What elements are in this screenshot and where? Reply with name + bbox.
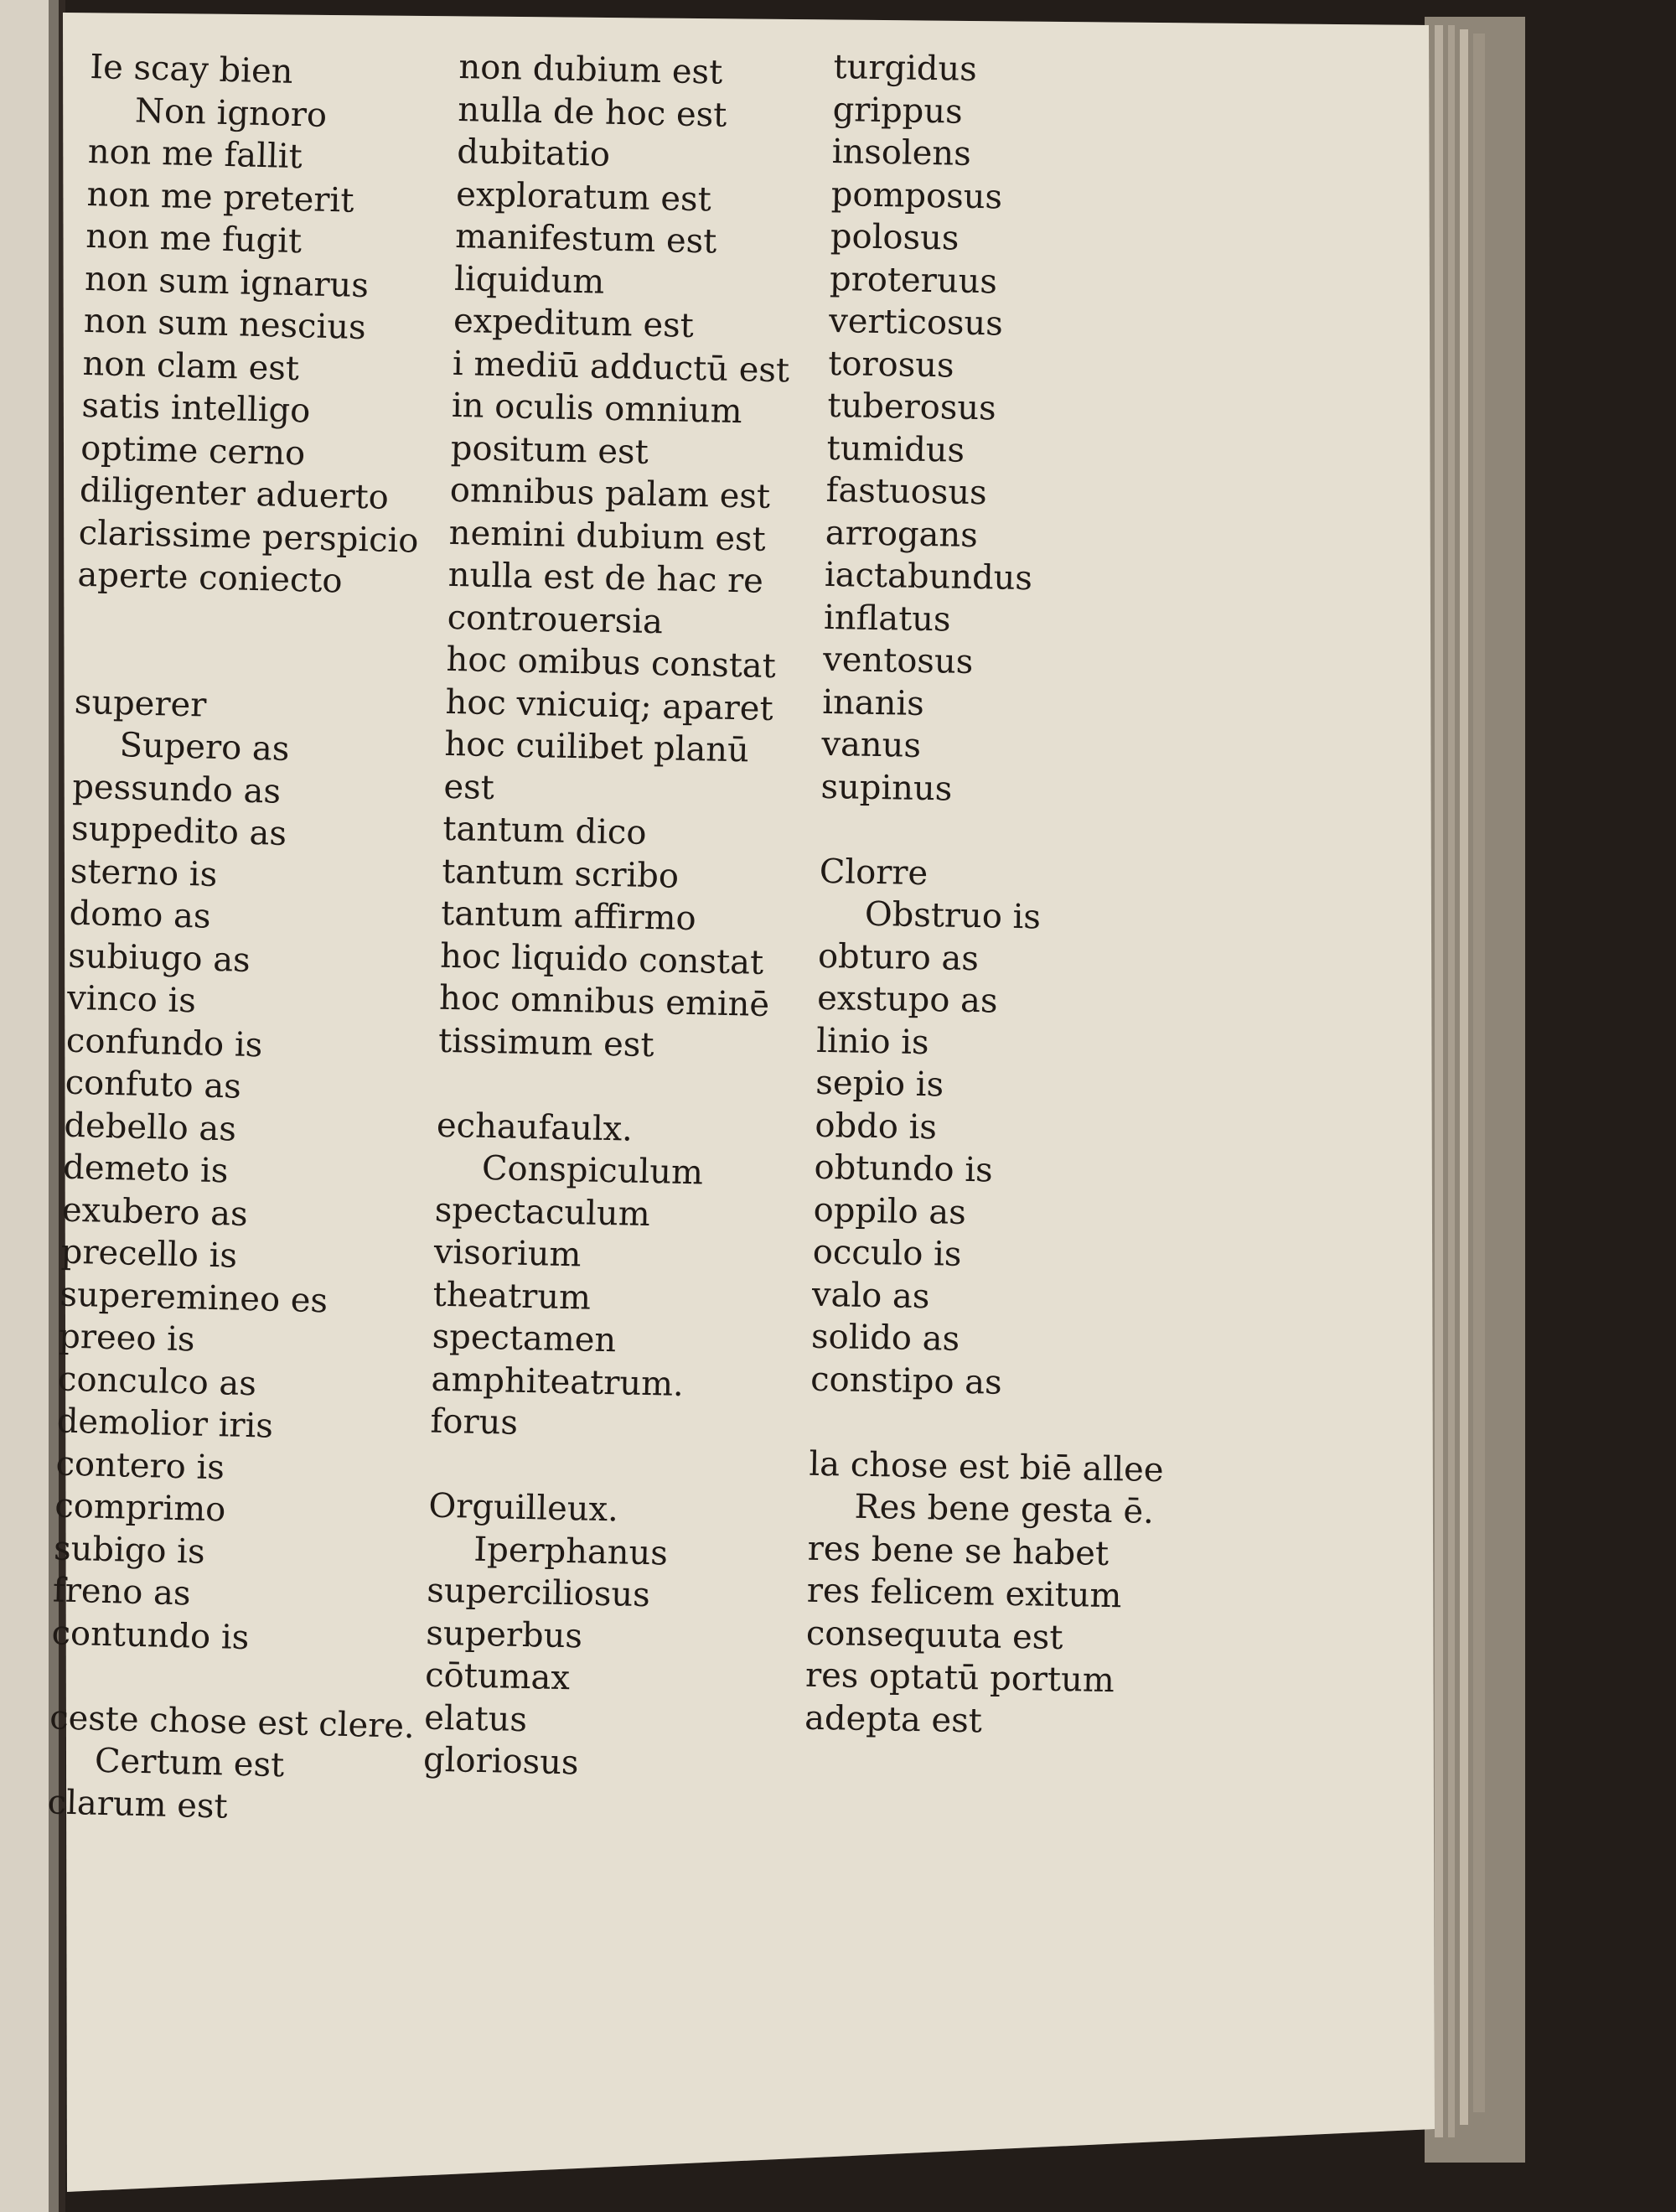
column-line: exploratum est [455, 174, 712, 219]
column-line: debello as [63, 1106, 237, 1149]
column-line [437, 1062, 775, 1111]
column-line: fastuosus [825, 470, 988, 513]
column-line: non sum ignarus [84, 259, 370, 305]
column-line: positum est [450, 428, 649, 472]
column-line: adepta est [804, 1698, 983, 1740]
column-line: tissimum est [437, 1021, 654, 1065]
column-line: verticosus [828, 301, 1004, 344]
column-line: hoc cuilibet planū [444, 724, 750, 770]
column-line: amphiteatrum. [431, 1360, 685, 1404]
column-line: sterno is [70, 852, 218, 894]
text-column-3 [804, 46, 1188, 1745]
column-line: demeto is [62, 1147, 229, 1191]
book-spine-edge [1425, 17, 1525, 2163]
column-line: ventosus [822, 640, 974, 682]
column-line: res felicem exitum [806, 1571, 1122, 1616]
column-line: tantum affirmo [440, 894, 697, 939]
column-line: nulla de hoc est [457, 90, 727, 135]
column-line: solido as [810, 1317, 960, 1359]
column-line: est [443, 767, 495, 807]
column-line: hoc omibus constat [446, 640, 777, 686]
column-line: res bene se habet [807, 1529, 1110, 1573]
column-line: proteruus [829, 259, 998, 301]
column-line: inanis [821, 682, 925, 723]
column-line: conculco as [57, 1360, 257, 1403]
column-line: non me preterit [86, 174, 354, 220]
column-line: superbus [425, 1614, 583, 1655]
column-line: tantum dico [442, 809, 647, 852]
column-line: domo as [69, 894, 212, 936]
column-line: confuto as [65, 1063, 242, 1106]
column-line: precello is [60, 1232, 238, 1276]
column-line: obturo as [817, 936, 980, 978]
column-line: la chose est biē allee [809, 1444, 1164, 1489]
column-line: res optatū portum [804, 1655, 1115, 1701]
left-page-strip [0, 0, 65, 2212]
column-line: non dubium est [458, 47, 723, 92]
column-line: Supero as [119, 726, 290, 769]
column-line: consequuta est [805, 1614, 1063, 1657]
column-line: Conspiculum [481, 1148, 704, 1193]
column-line: comprimo [54, 1486, 226, 1530]
column-line: subigo is [53, 1528, 206, 1572]
column-line: obtundo is [814, 1147, 994, 1190]
column-line: sepio is [815, 1063, 944, 1105]
column-line: clarum est [47, 1782, 229, 1826]
column-line: nemini dubium est [448, 513, 767, 559]
column-line: supinus [820, 767, 953, 809]
column-line: freno as [52, 1571, 192, 1614]
column-line: gloriosus [422, 1740, 579, 1783]
column-line [820, 808, 1175, 857]
column-line: non sum nescius [83, 301, 367, 348]
column-line: non me fallit [87, 132, 303, 177]
column-line: i mediū adductū est [452, 344, 790, 390]
column-line: spectamen [432, 1317, 617, 1360]
column-line: inflatus [823, 598, 951, 640]
column-line: Certum est [94, 1741, 285, 1785]
column-line: controuersia [447, 598, 664, 641]
column-line: subiugo as [67, 936, 251, 980]
column-line: oppilo as [813, 1190, 967, 1232]
column-line: ceste chose est clere. [49, 1697, 416, 1746]
column-line: Orguilleux. [428, 1486, 619, 1530]
column-line: manifestum est [454, 216, 717, 262]
column-line: theatrum [432, 1275, 592, 1318]
column-line: echaufaulx. [436, 1106, 634, 1149]
column-line: tantum scribo [441, 852, 680, 896]
column-line: omnibus palam est [449, 470, 771, 516]
column-line [810, 1401, 1165, 1449]
column-line: Obstruo is [864, 894, 1042, 937]
column-line: contundo is [51, 1613, 250, 1657]
column-line: suppedito as [70, 809, 287, 853]
column-line: vanus [821, 724, 922, 765]
column-line: demolior iris [56, 1401, 274, 1446]
column-line: cōtumax [424, 1655, 571, 1698]
column-line: constipo as [810, 1360, 1003, 1402]
column-line: polosus [830, 216, 960, 258]
column-line: superemineo es [59, 1275, 328, 1320]
column-line: diligenter aduerto [79, 470, 390, 517]
column-line: pessundo as [71, 767, 282, 811]
column-line: obdo is [815, 1106, 938, 1147]
column-line: arrogans [825, 513, 979, 555]
column-line: hoc vnicuiq; aparet [445, 682, 774, 728]
column-line: insolens [831, 132, 972, 174]
column-line: spectaculum [434, 1190, 651, 1234]
column-line: valo as [811, 1275, 930, 1316]
column-line: hoc liquido constat [439, 936, 764, 982]
column-line: superer [74, 682, 207, 725]
column-line: Non ignoro [134, 91, 328, 135]
column-line: elatus [423, 1698, 528, 1739]
column-line: tuberosus [827, 386, 997, 428]
column-line: optime cerno [80, 428, 306, 473]
column-line: clarissime perspicio [78, 513, 419, 561]
column-line: Res bene gesta ē. [854, 1487, 1155, 1531]
column-line: occulo is [812, 1232, 962, 1274]
column-line: expeditum est [453, 301, 695, 345]
column-line: tumidus [826, 428, 965, 470]
column-line: pomposus [830, 174, 1003, 217]
column-line: turgidus [833, 47, 978, 89]
column-line: liquidum [453, 259, 605, 302]
column-line: vinco is [66, 978, 197, 1021]
column-line: hoc omnibus eminē [438, 978, 770, 1024]
column-line: Ie scay bien [89, 47, 293, 91]
column-line [429, 1443, 767, 1492]
column-line: confundo is [65, 1021, 263, 1065]
column-line: torosus [827, 344, 954, 386]
text-column-2 [423, 46, 796, 1788]
column-line: satis intelligo [80, 386, 311, 431]
column-line: Iperphanus [473, 1530, 669, 1573]
column-line: in oculis omnium [451, 386, 743, 432]
column-line: linio is [815, 1021, 929, 1062]
column-line: contero is [55, 1444, 225, 1487]
text-column-1 [47, 46, 455, 1832]
column-line: dubitatio [456, 132, 611, 174]
column-line: exstupo as [816, 978, 998, 1021]
column-line: nulla est de hac re [447, 555, 764, 601]
column-line: Clorre [819, 852, 929, 893]
column-line: preeo is [58, 1317, 196, 1360]
column-line: exubero as [61, 1190, 249, 1234]
column-line: non clam est [82, 344, 300, 388]
column-line: aperte coniecto [77, 555, 344, 601]
column-line: iactabundus [824, 555, 1033, 598]
column-line: superciliosus [426, 1571, 651, 1615]
column-line: grippus [832, 90, 964, 132]
column-line: forus [430, 1401, 519, 1443]
column-line: non me fugit [85, 216, 303, 262]
column-line: visorium [433, 1232, 582, 1275]
